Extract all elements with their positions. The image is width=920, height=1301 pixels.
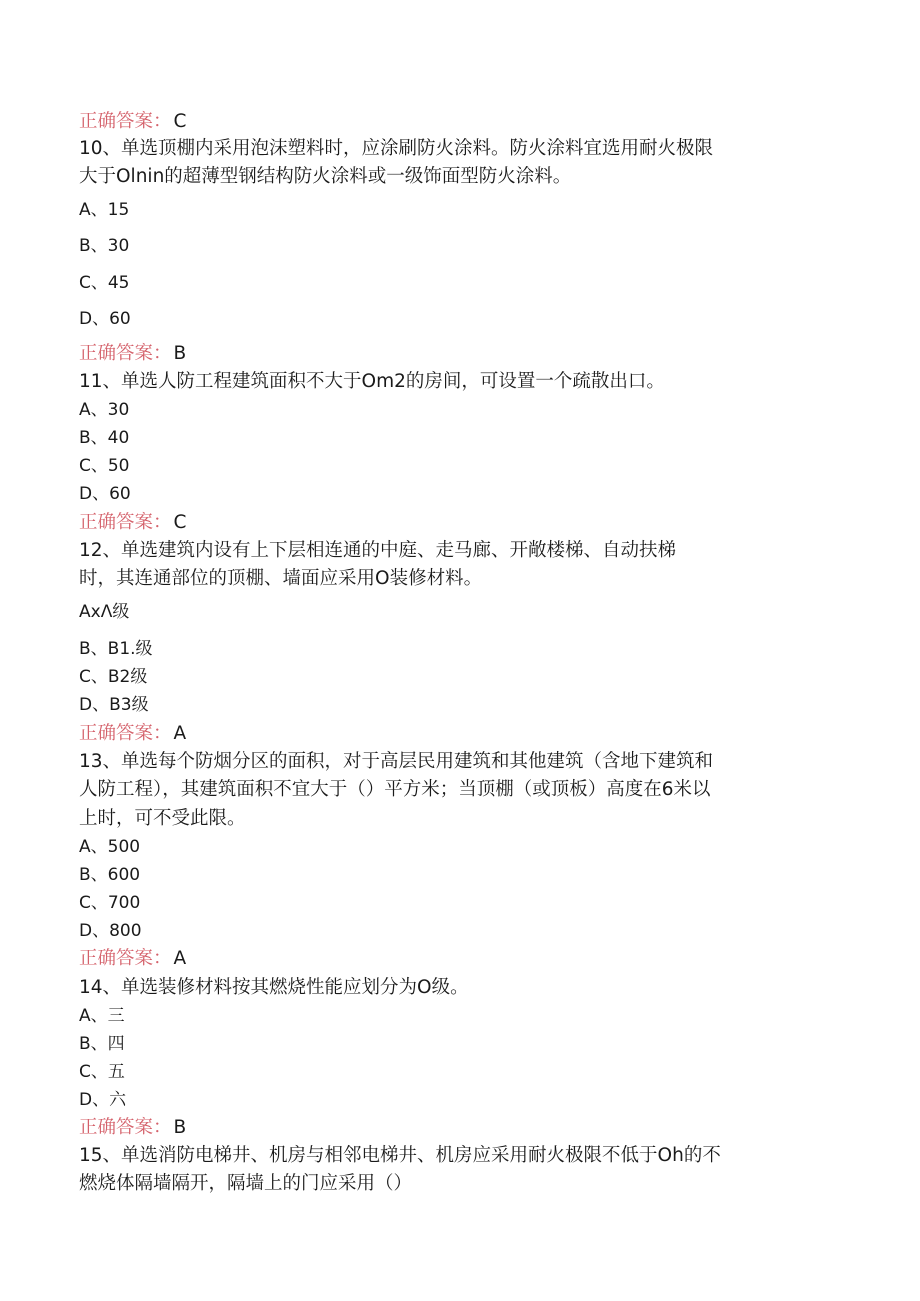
answer-value: B: [173, 1117, 187, 1138]
question-14-option-b: B、四: [79, 1034, 125, 1054]
answer-label: 正确答案：: [79, 1117, 172, 1138]
question-12-option-a: AxΛ级: [79, 602, 130, 622]
answer-value: C: [173, 111, 187, 132]
question-13-option-a: A、500: [79, 837, 141, 857]
answer-line: [79, 509, 186, 537]
answer-value: A: [173, 948, 187, 969]
question-12-line-2: 时，其连通部位的顶棚、墙面应采用O装修材料。: [79, 568, 483, 589]
question-14-option-c: C、五: [79, 1062, 125, 1082]
question-14-option-d: D、六: [79, 1090, 127, 1110]
question-12-option-d: D、B3级: [79, 695, 149, 715]
answer-value: A: [173, 723, 187, 744]
answer-line: [79, 340, 186, 368]
answer-value: C: [173, 512, 187, 533]
question-13-option-b: B、600: [79, 865, 141, 885]
answer-label: 正确答案：: [79, 948, 172, 969]
answer-label: 正确答案：: [79, 723, 172, 744]
answer-line: [79, 1114, 186, 1142]
question-10-option-d: D、60: [79, 309, 131, 329]
question-14-line-1: 14、单选装修材料按其燃烧性能应划分为O级。: [79, 977, 469, 998]
question-11-option-b: B、40: [79, 428, 130, 448]
question-13-line-2: 人防工程），其建筑面积不宜大于（）平方米；当顶棚（或顶板）高度在6米以: [79, 779, 711, 800]
question-15-line-1: 15、单选消防电梯井、机房与相邻电梯井、机房应采用耐火极限不低于Oh的不: [79, 1145, 721, 1166]
question-13-line-3: 上时，可不受此限。: [79, 808, 246, 829]
question-10-option-a: A、15: [79, 200, 130, 220]
question-11-line-1: 11、单选人防工程建筑面积不大于Om2的房间，可设置一个疏散出口。: [79, 371, 665, 392]
question-12-line-1: 12、单选建筑内设有上下层相连通的中庭、走马廊、开敞楼梯、自动扶梯: [79, 540, 677, 561]
question-12-option-b: B、B1.级: [79, 639, 153, 659]
question-10-option-b: B、30: [79, 236, 130, 256]
question-15-line-2: 燃烧体隔墙隔开，隔墙上的门应采用（）: [79, 1173, 413, 1194]
answer-label: 正确答案：: [79, 111, 172, 132]
question-13-option-c: C、700: [79, 893, 141, 913]
question-10-option-c: C、45: [79, 273, 130, 293]
answer-value: B: [173, 343, 187, 364]
question-14-option-a: A、三: [79, 1006, 125, 1026]
question-11-option-a: A、30: [79, 400, 130, 420]
question-11-option-d: D、60: [79, 484, 131, 504]
answer-line: [79, 945, 186, 973]
question-12-option-c: C、B2级: [79, 667, 148, 687]
answer-label: 正确答案：: [79, 512, 172, 533]
question-10-line-1: 10、单选顶棚内采用泡沫塑料时，应涂刷防火涂料。防火涂料宜选用耐火极限: [79, 138, 714, 159]
question-13-line-1: 13、单选每个防烟分区的面积，对于高层民用建筑和其他建筑（含地下建筑和: [79, 751, 714, 772]
question-11-option-c: C、50: [79, 456, 130, 476]
answer-line: [79, 108, 186, 136]
answer-label: 正确答案：: [79, 343, 172, 364]
answer-line: [79, 720, 186, 748]
question-13-option-d: D、800: [79, 921, 142, 941]
question-10-line-2: 大于Olnin的超薄型钢结构防火涂料或一级饰面型防火涂料。: [79, 166, 572, 187]
